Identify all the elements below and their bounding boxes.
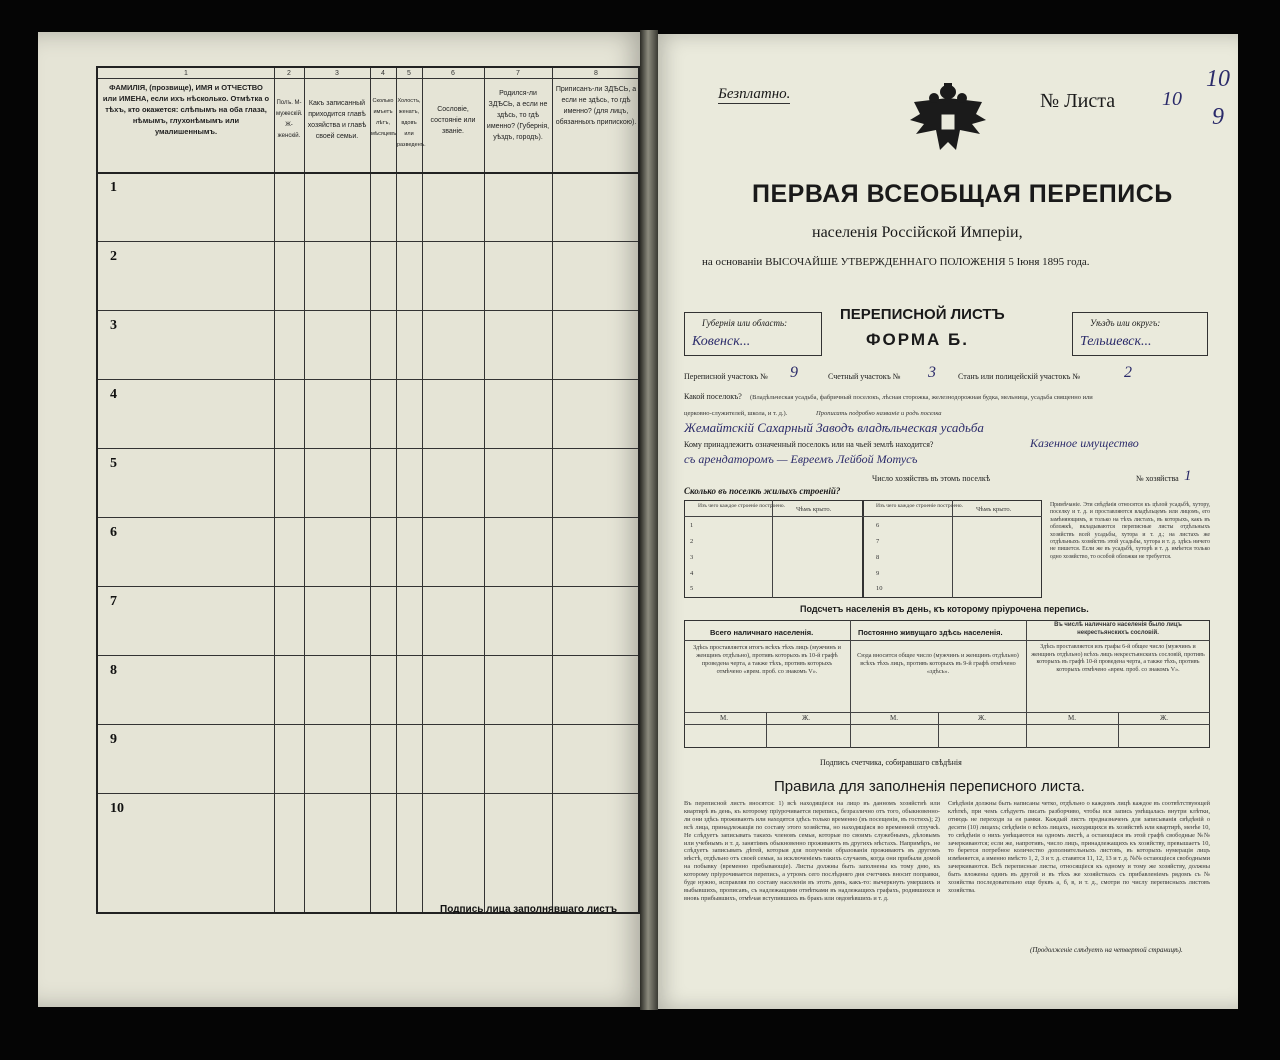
row-number: 5	[110, 456, 117, 471]
legal-basis: на основаніи ВЫСОЧАЙШЕ УТВЕРЖДЕННАГО ПОЛОЖЕНІЯ 5 Іюня 1895 года.	[702, 256, 1090, 268]
population-title: Подсчетъ населенія въ день, къ которому пріурочена перепись.	[800, 604, 1089, 614]
buildings-row: 9	[876, 570, 880, 577]
header-age: Сколько имъетъ лѣтъ, мѣсяцевъ	[371, 98, 397, 137]
header-registration: Приписанъ-ли ЗДѢСЬ, а если не здѣсь, то гдѣ именно? (для лицъ, обязанныхъ припискою).	[555, 86, 637, 126]
settlement-hint-3: Прописать подробно названіе и родъ поселка	[816, 410, 942, 417]
row-number: 2	[110, 249, 117, 264]
counter-signature-label: Подпись счетчика, собиравшаго свѣдѣнія	[820, 758, 962, 767]
corner-mark: 10	[1206, 66, 1230, 92]
rules-column-1: Въ переписной листъ вносятся: 1) всѣ находящіеся на лицо въ данномъ хозяйствѣ или квартирѣ въ день, къ которому пріурочивается перепись, безразлично отъ того, обыкновенно-ли они здѣсь проживаютъ или находятся здѣсь только временно (въ посещеніи, въ гостяхъ); 2) всѣ лица, принадлежащія по составу этого хозяйства, но находящіяся во временной отлучкѣ. Не слѣдуетъ записывать такихъ членовъ семьи, которые по своимъ служебнымъ, дѣловымъ или учебнымъ и т. д. занятіямъ обыкновенно проживаютъ въ другихъ мѣстахъ. Напримѣръ, не слѣдуетъ записывать дѣтей, которыя для полученія образованія проживаютъ въ другомъ мѣстѣ, отдѣльно отъ своей семьи, за исключеніемъ такихъ случаевъ, когда они прибыли домой на побывку (временно пребывающіе). Листы должны быть заполнены къ тому дню, къ которому пріурочивается перепись, а утромъ сего послѣдняго дня счетчикъ вносит поправки, буде нужно, исправляя по составу населенія въ этотъ день, какъ-то: вычеркнуть умершихъ и выбывшихъ, прописавъ, съ надлежащими отмѣтками въ надлежащихъ графахъ, родившихся и вновь прибывшихъ, отмѣчая вступившихъ въ бракъ или овдовѣвшихъ и т. д.	[684, 800, 940, 902]
note-text: Примѣчаніе. Эти свѣдѣнія относятся къ цѣлой усадьбѣ, хутору, поселку и т. д. и проставляются владѣльцемъ или лицомъ, его замѣняющимъ, и только на тѣхъ листахъ, въ которыхъ, какъ въ обложкѣ, вкладываются переписные листы отдѣльныхъ хозяйствъ всей усадьбы, хутора и т. д.; на листахъ же отдѣльныхъ хозяйствъ этой усадьбы, хутора и т. д. здѣсь ничего не пишется. Если же въ усадьбѣ, хуторѣ и т. д. имѣется только одно хозяйство, то особой обложки не требуется.	[1050, 502, 1210, 560]
settlement-hint-2: церковно-служителей, школа, и т. д.).	[684, 410, 788, 417]
buildings-col-material: Изъ чего каждое строеніе построено.	[876, 503, 964, 509]
row-number: 1	[110, 180, 117, 195]
header-name: ФАМИЛІЯ, (прозвище), ИМЯ и ОТЧЕСТВО или ИМЕНА, если ихъ нѣсколько. Отмѣтка о тѣхъ, кто окажется: слѣпымъ на оба глаза, нѣмымъ, глухонѣмымъ или умалишеннымъ.	[102, 83, 270, 136]
row-number: 9	[110, 732, 117, 747]
free-label: Безплатно.	[718, 86, 791, 102]
corner-mark: 9	[1212, 104, 1224, 130]
column-number: 2	[287, 70, 291, 77]
header-marital: Холостъ, женатъ, вдовъ или разведенъ.	[397, 98, 426, 148]
page-subtitle: населенія Россійской Имперіи,	[812, 224, 1023, 241]
buildings-row: 3	[690, 554, 694, 561]
buildings-row: 2	[690, 538, 694, 545]
owner-label: Кому принадлежитъ означенный поселокъ или на чьей землѣ находится?	[684, 440, 934, 449]
pop-col-permanent: Постоянно живущаго здѣсь населенія.	[858, 628, 1003, 637]
male-label: М.	[890, 714, 898, 722]
row-number: 4	[110, 387, 117, 402]
rules-title: Правила для заполненія переписного листа.	[774, 778, 1085, 795]
households-label: Число хозяйствъ въ этомъ поселкѣ	[872, 474, 991, 483]
male-label: М.	[720, 714, 728, 722]
rules-column-2: Свѣдѣнія должны быть написаны четко, отдѣльно о каждомъ лицѣ каждое въ соотвѣтствующей клѣткѣ, при чемъ слѣдуетъ писать разборчиво, чтобы вся запись умѣщалась внутри клѣтки, отнюдь не переходя за ея рамки. Каждый листъ предназначенъ для записыванія свѣдѣній о десяти (10) лицахъ; свѣдѣнія о всѣхъ лицахъ, находящихся въ хозяйствѣ или квартирѣ, менѣе 10, то свѣдѣнія о нихъ умѣщаются на одномъ листѣ, а остающіяся въ этой графѣ свободные №№ зачеркиваются; если же, напротивъ, число лицъ, принадлежащихъ къ хозяйству, превышаетъ 10, то берется потребное количество дополнительныхъ листовъ, въ которыхъ нумерація лицъ измѣняется, а именно вмѣсто 1, 2, 3 и т. д. ставятся 11, 12, 13 и т. д. №№ остающіеся свободными зачеркиваются. Всѣ переписные листы, относящіеся къ одному и тому же хозяйству, должны быть вложены одинъ въ другой и въ тѣхъ же хозяйствахъ съ прибавленіемъ рядомъ съ № хозяйства последовательно еще буквъ а, б, в, и т. д., смотри по числу переписныхъ листовъ хозяйства.	[948, 800, 1210, 894]
female-label: Ж.	[1160, 714, 1169, 722]
sheet-number-value: 10	[1162, 88, 1182, 110]
row-number: 3	[110, 318, 117, 333]
buildings-label: Сколько въ поселкѣ жилыхъ строеній?	[684, 486, 841, 496]
pop-desc-nonpeasant: Здѣсь проставляется изъ графы 6-й общее число (мужчинъ и женщинъ отдѣльно) всѣхъ лицъ некрестьянскихъ сословій, противъ которыхъ въ графѣ 10-й проведена черта, а также тѣхъ, противъ которыхъ отмѣчено «врем. проб. со знакомъ V».	[1031, 644, 1205, 673]
buildings-row: 4	[690, 570, 694, 577]
buildings-row: 10	[876, 585, 883, 592]
province-label: Губернія или область:	[702, 318, 788, 328]
buildings-row: 7	[876, 538, 880, 545]
column-number: 3	[335, 70, 339, 77]
owner-value: Казенное имущество	[1030, 436, 1139, 450]
column-number: 5	[407, 70, 411, 77]
household-number-value: 1	[1184, 468, 1192, 484]
pop-desc-total: Здѣсь проставляется итогъ всѣхъ тѣхъ лицъ (мужчинъ и женщинъ отдѣльно), противъ которыхъ въ 10-й графѣ проведена черта, а также тѣхъ, противъ которыхъ отмѣчено «врем. проб. со знакомъ V».	[693, 644, 841, 675]
row-number: 8	[110, 663, 117, 678]
book-spine	[640, 30, 658, 1010]
stan-value: 2	[1124, 364, 1132, 381]
header-birthplace: Родился-ли ЗДѢСЬ, а если не здѣсь, то гдѣ именно? (Губернія, уѣздъ, городъ).	[486, 90, 550, 141]
page-title: ПЕРВАЯ ВСЕОБЩАЯ ПЕРЕПИСЬ	[752, 180, 1173, 208]
count-area-value: 3	[928, 364, 936, 381]
header-relation: Какъ записанный приходится главѣ хозяйства и главѣ своей семьи.	[307, 100, 367, 140]
owner-value-2: съ арендаторомъ — Евреемъ Лейбой Мотусъ	[684, 452, 918, 466]
census-area-label: Переписной участокъ №	[684, 372, 768, 381]
column-number: 6	[451, 70, 455, 77]
buildings-col-roof: Чѣмъ крыто.	[976, 506, 1012, 513]
settlement-label: Какой поселокъ?	[684, 392, 742, 401]
column-number: 4	[381, 70, 385, 77]
settlement-hint: (Владѣльческая усадьба, фабричный поселокъ, лѣсная сторожка, железнодорожная будка, мельница, усадьба священно или	[750, 394, 1093, 401]
district-value: Тельшевск...	[1080, 334, 1152, 349]
imperial-eagle-icon	[906, 80, 990, 158]
filler-signature-label: Подпись лица заполнявшаго листъ	[440, 904, 618, 915]
female-label: Ж.	[802, 714, 811, 722]
column-number: 1	[184, 70, 188, 77]
sheet-number-label: № Листа	[1040, 90, 1116, 112]
household-number-label: № хозяйства	[1136, 474, 1179, 483]
buildings-col-roof: Чѣмъ крыто.	[796, 506, 832, 513]
male-label: М.	[1068, 714, 1076, 722]
row-number: 7	[110, 594, 117, 609]
stan-label: Станъ или полицейскій участокъ №	[958, 372, 1081, 381]
pop-col-total: Всего наличнаго населенія.	[710, 628, 814, 637]
settlement-value: Жемайтскій Сахарный Заводъ владѣльческая усадьба	[684, 420, 984, 435]
form-name: ФОРМА Б.	[866, 330, 969, 349]
buildings-row: 8	[876, 554, 880, 561]
column-number: 7	[516, 70, 520, 77]
count-area-label: Счетный участокъ №	[828, 372, 901, 381]
continued-note: (Продолженіе слѣдуетъ на четвертой страницѣ).	[1030, 946, 1183, 954]
header-estate: Сословіе, состояніе или званіе.	[430, 106, 476, 135]
header-sex: Полъ. М-мужескій. Ж-женскій.	[276, 100, 303, 139]
buildings-row: 6	[876, 522, 880, 529]
census-table	[96, 66, 640, 914]
row-number: 6	[110, 525, 117, 540]
census-area-value: 9	[790, 364, 798, 381]
column-number: 8	[594, 70, 598, 77]
pop-desc-permanent: Сюда вносится общее число (мужчинъ и женщинъ отдѣльно) всѣхъ тѣхъ лицъ, противъ которыхъ въ 9-й графѣ отмѣчено «здѣсь».	[857, 652, 1019, 675]
pop-col-nonpeasant: Въ числѣ наличнаго населенія было лицъ некрестьянскихъ сословій.	[1054, 622, 1182, 636]
female-label: Ж.	[978, 714, 987, 722]
form-title: ПЕРЕПИСНОЙ ЛИСТЪ	[840, 306, 1005, 323]
buildings-row: 1	[690, 522, 694, 529]
buildings-col-material: Изъ чего каждое строеніе построено.	[698, 503, 786, 509]
province-value: Ковенск...	[692, 334, 751, 349]
buildings-row: 5	[690, 585, 694, 592]
district-label: Уѣздъ или округъ:	[1090, 318, 1161, 328]
row-number: 10	[110, 801, 124, 816]
